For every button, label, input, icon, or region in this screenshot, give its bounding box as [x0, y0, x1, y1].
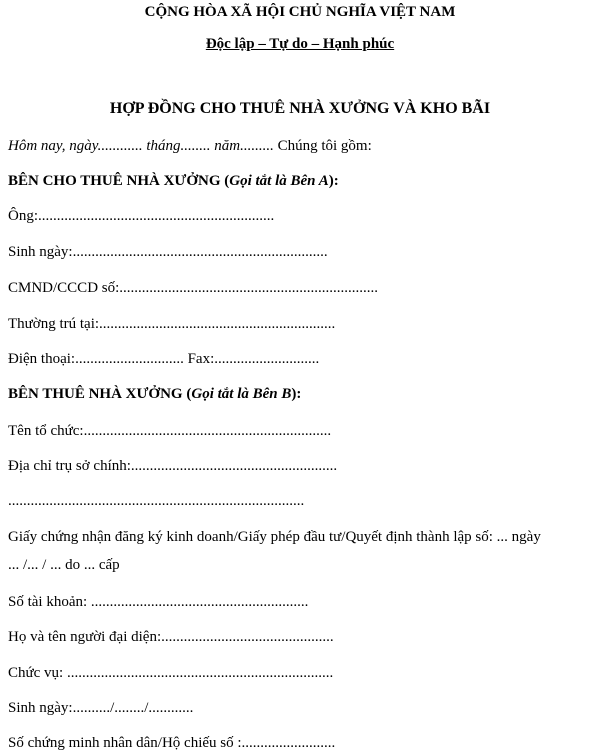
party-a-residence-field: Thường trú tại:...............................................................: [8, 316, 336, 332]
party-a-heading: [8, 172, 339, 190]
party-a-heading-end: ):: [328, 173, 339, 189]
party-b-address-continuation: ...............................................................................: [8, 493, 305, 509]
intro-we-are: Chúng tôi gồm:: [273, 138, 372, 154]
party-a-dob-field: Sinh ngày:....................................................................: [8, 244, 328, 260]
party-b-business-cert-line1: Giấy chứng nhận đăng ký kinh doanh/Giấy phép đầu tư/Quyết định thành lập số: ... ngày: [8, 529, 541, 545]
party-a-id-field: CMND/CCCD số:.....................................................................: [8, 280, 379, 296]
party-b-business-cert-line2: ... /... / ... do ... cấp: [8, 557, 120, 573]
party-a-alias: Gọi tắt là Bên A: [229, 173, 329, 189]
party-b-heading-end: ):: [291, 386, 302, 402]
party-b-passport-field: Số chứng minh nhân dân/Hộ chiếu số :.........................: [8, 735, 336, 751]
party-a-heading-text: BÊN CHO THUÊ NHÀ XƯỞNG (: [8, 173, 230, 189]
party-a-name-field: Ông:...............................................................: [8, 208, 275, 224]
intro-date: Hôm nay, ngày............ tháng........ năm.........: [8, 138, 274, 154]
party-b-org-name-field: Tên tổ chức:..................................................................: [8, 423, 332, 439]
party-b-heading-text: BÊN THUÊ NHÀ XƯỞNG (: [8, 386, 192, 402]
party-b-dob-field: Sinh ngày:........../......../............: [8, 700, 194, 716]
party-b-heading: [8, 385, 301, 403]
national-title: CỘNG HÒA XÃ HỘI CHỦ NGHĨA VIỆT NAM: [144, 4, 456, 20]
party-b-position-field: Chức vụ: .......................................................................: [8, 665, 334, 681]
party-a-phone-fax-field: Điện thoại:............................. Fax:............................: [8, 351, 320, 367]
document-title: HỢP ĐỒNG CHO THUÊ NHÀ XƯỞNG VÀ KHO BÃI: [109, 100, 491, 117]
party-b-alias: Gọi tắt là Bên B: [191, 386, 292, 402]
party-b-representative-field: Họ và tên người đại diện:..............................................: [8, 629, 334, 645]
party-b-bank-account-field: Số tài khoản: ..........................................................: [8, 594, 309, 610]
intro-line: [8, 137, 372, 155]
party-b-hq-address-field: Địa chỉ trụ sở chính:.......................................................: [8, 458, 338, 474]
national-motto: Độc lập – Tự do – Hạnh phúc: [205, 36, 395, 52]
